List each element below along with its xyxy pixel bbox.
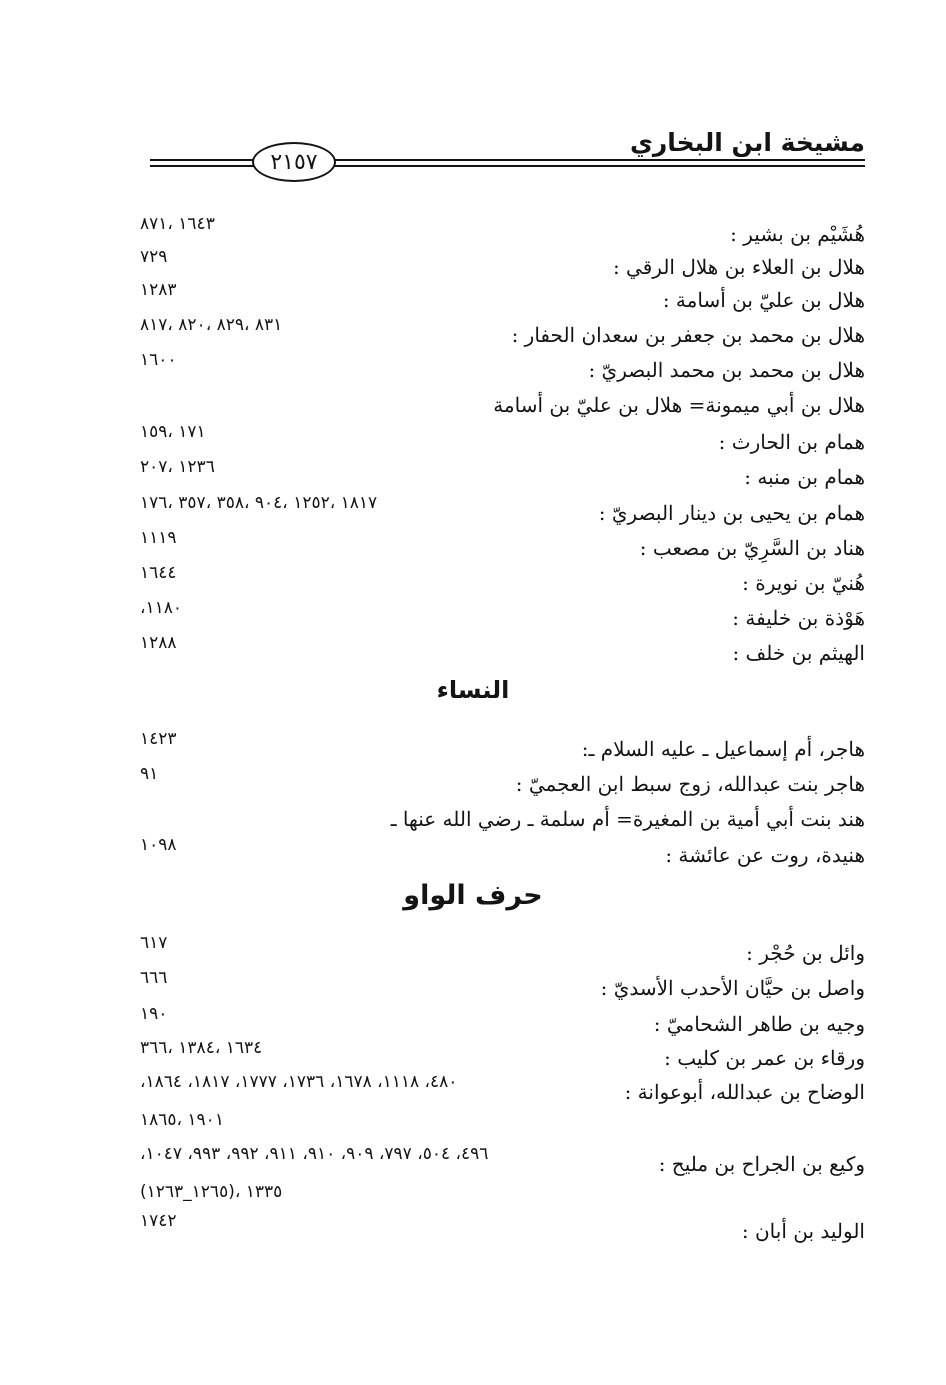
entry-name: همام بن منبه :: [744, 465, 865, 489]
entry-refs: ١٧٤٢: [140, 1211, 177, 1231]
entry-refs: ١٦٠٠: [140, 350, 177, 370]
entry-name: هند بنت أبي أمية بن المغيرة= أم سلمة ـ رضي الله عنها ـ: [390, 807, 865, 831]
entry-refs: ٦٦٦: [140, 968, 168, 988]
entry-name: همام بن يحيى بن دينار البصريّ :: [598, 501, 865, 525]
section-heading-women: النساء: [436, 676, 510, 704]
index-entry: [140, 493, 865, 531]
index-entry: [140, 1144, 865, 1202]
index-entry: [140, 729, 865, 767]
entry-refs: ١٩٠: [140, 1004, 168, 1024]
index-entry: [140, 457, 865, 495]
entry-refs: ١١١٩: [140, 528, 177, 548]
page-number: ٢١٥٧: [270, 149, 318, 175]
entry-refs: ١٦٤٤: [140, 563, 177, 583]
entry-name: هُشَيْم بن بشير :: [730, 222, 865, 246]
entry-refs: ٦١٧: [140, 933, 168, 953]
entry-name: هنيدة، روت عن عائشة :: [665, 843, 865, 867]
index-entry: [140, 214, 865, 252]
entry-name: وائل بن حُجْر :: [746, 941, 865, 965]
entry-name: ورقاء بن عمر بن كليب :: [664, 1046, 865, 1070]
index-entry: [140, 315, 865, 353]
page-number-oval: [252, 142, 336, 182]
entry-refs: ١٨١٧ ،١٢٥٢ ،٩٠٤ ،٣٥٨ ،٣٥٧ ،١٧٦: [140, 493, 378, 513]
entry-name: وكيع بن الجراح بن مليح :: [658, 1152, 865, 1176]
entry-name: هَوْذة بن خليفة :: [732, 606, 865, 630]
entry-name: الوليد بن أبان :: [741, 1219, 865, 1243]
index-entry: [140, 933, 865, 971]
entry-refs: ١٤٢٣: [140, 729, 177, 749]
entry-name: هُنيّ بن نويرة :: [742, 571, 865, 595]
entry-name: هناد بن السَّرِيّ بن مصعب :: [639, 536, 865, 560]
entry-refs: ١٢٨٨: [140, 633, 177, 653]
entry-refs: ٩١: [140, 764, 159, 784]
entry-name: هلال بن أبي ميمونة= هلال بن عليّ بن أسامة: [493, 393, 865, 417]
entry-refs: ١٢٨٣: [140, 280, 177, 300]
index-entry: [140, 968, 865, 1006]
index-entry: [140, 1072, 865, 1130]
index-entry: [140, 563, 865, 601]
entry-name: هلال بن العلاء بن هلال الرقي :: [612, 255, 865, 279]
section-heading-waw: حرف الواو: [403, 880, 543, 911]
entry-name: هاجر بنت عبدالله، زوج سبط ابن العجميّ :: [515, 772, 865, 796]
entry-name: الهيثم بن خلف :: [732, 641, 865, 665]
entry-refs: ١٧١ ،١٥٩: [140, 422, 206, 442]
entry-name: همام بن الحارث :: [718, 430, 865, 454]
entry-name: الوضاح بن عبدالله، أبوعوانة :: [624, 1080, 865, 1104]
entry-refs: ١٦٣٤ ،١٣٨٤ ،٣٦٦: [140, 1038, 263, 1058]
index-entry: [140, 247, 865, 285]
index-entry: [140, 422, 865, 460]
book-title: مشيخة ابن البخاري: [629, 128, 865, 157]
index-entry: [140, 350, 865, 388]
entry-name: وجيه بن طاهر الشحاميّ :: [653, 1012, 865, 1036]
entry-refs: ١٦٤٣ ،٨٧١: [140, 214, 215, 234]
entry-refs: ٤٨٠، ١١١٨، ١٦٧٨، ١٧٣٦، ١٧٧٧، ١٨١٧، ١٨٦٤،: [140, 1072, 458, 1092]
index-entry: [140, 528, 865, 566]
page-header: [150, 128, 865, 188]
index-entry: [140, 835, 865, 873]
index-entry: [140, 1211, 865, 1249]
entry-name: هلال بن عليّ بن أسامة :: [662, 288, 865, 312]
index-entry: [140, 598, 865, 636]
entry-name: هلال بن محمد بن محمد البصريّ :: [588, 358, 865, 382]
entry-refs: ١٠٩٨: [140, 835, 177, 855]
entry-refs: ٤٩٦، ٥٠٤، ٧٩٧، ٩٠٩، ٩١٠، ٩١١، ٩٩٢، ٩٩٣، ١٠٤٧،: [140, 1144, 489, 1164]
entry-name: هاجر، أم إسماعيل ـ عليه السلام ـ:: [581, 737, 865, 761]
index-entry: [140, 280, 865, 318]
entry-refs: ١١٨٠،: [140, 598, 183, 618]
entry-refs-continued: ١٣٣٥ ،(١٢٦٥_١٢٦٣): [140, 1182, 283, 1202]
entry-name: واصل بن حيَّان الأحدب الأسديّ :: [600, 976, 865, 1000]
index-entry: [140, 764, 865, 802]
entry-refs: ٧٢٩: [140, 247, 168, 267]
index-entry: [140, 393, 865, 423]
entry-refs: ١٢٣٦ ،٢٠٧: [140, 457, 215, 477]
entry-name: هلال بن محمد بن جعفر بن سعدان الحفار :: [511, 323, 865, 347]
index-entry: [140, 807, 865, 837]
entry-refs: ٨٣١ ،٨٢٩ ،٨٢٠ ،٨١٧: [140, 315, 283, 335]
entry-refs-continued: ١٩٠١ ،١٨٦٥: [140, 1110, 224, 1130]
index-entry: [140, 633, 865, 671]
